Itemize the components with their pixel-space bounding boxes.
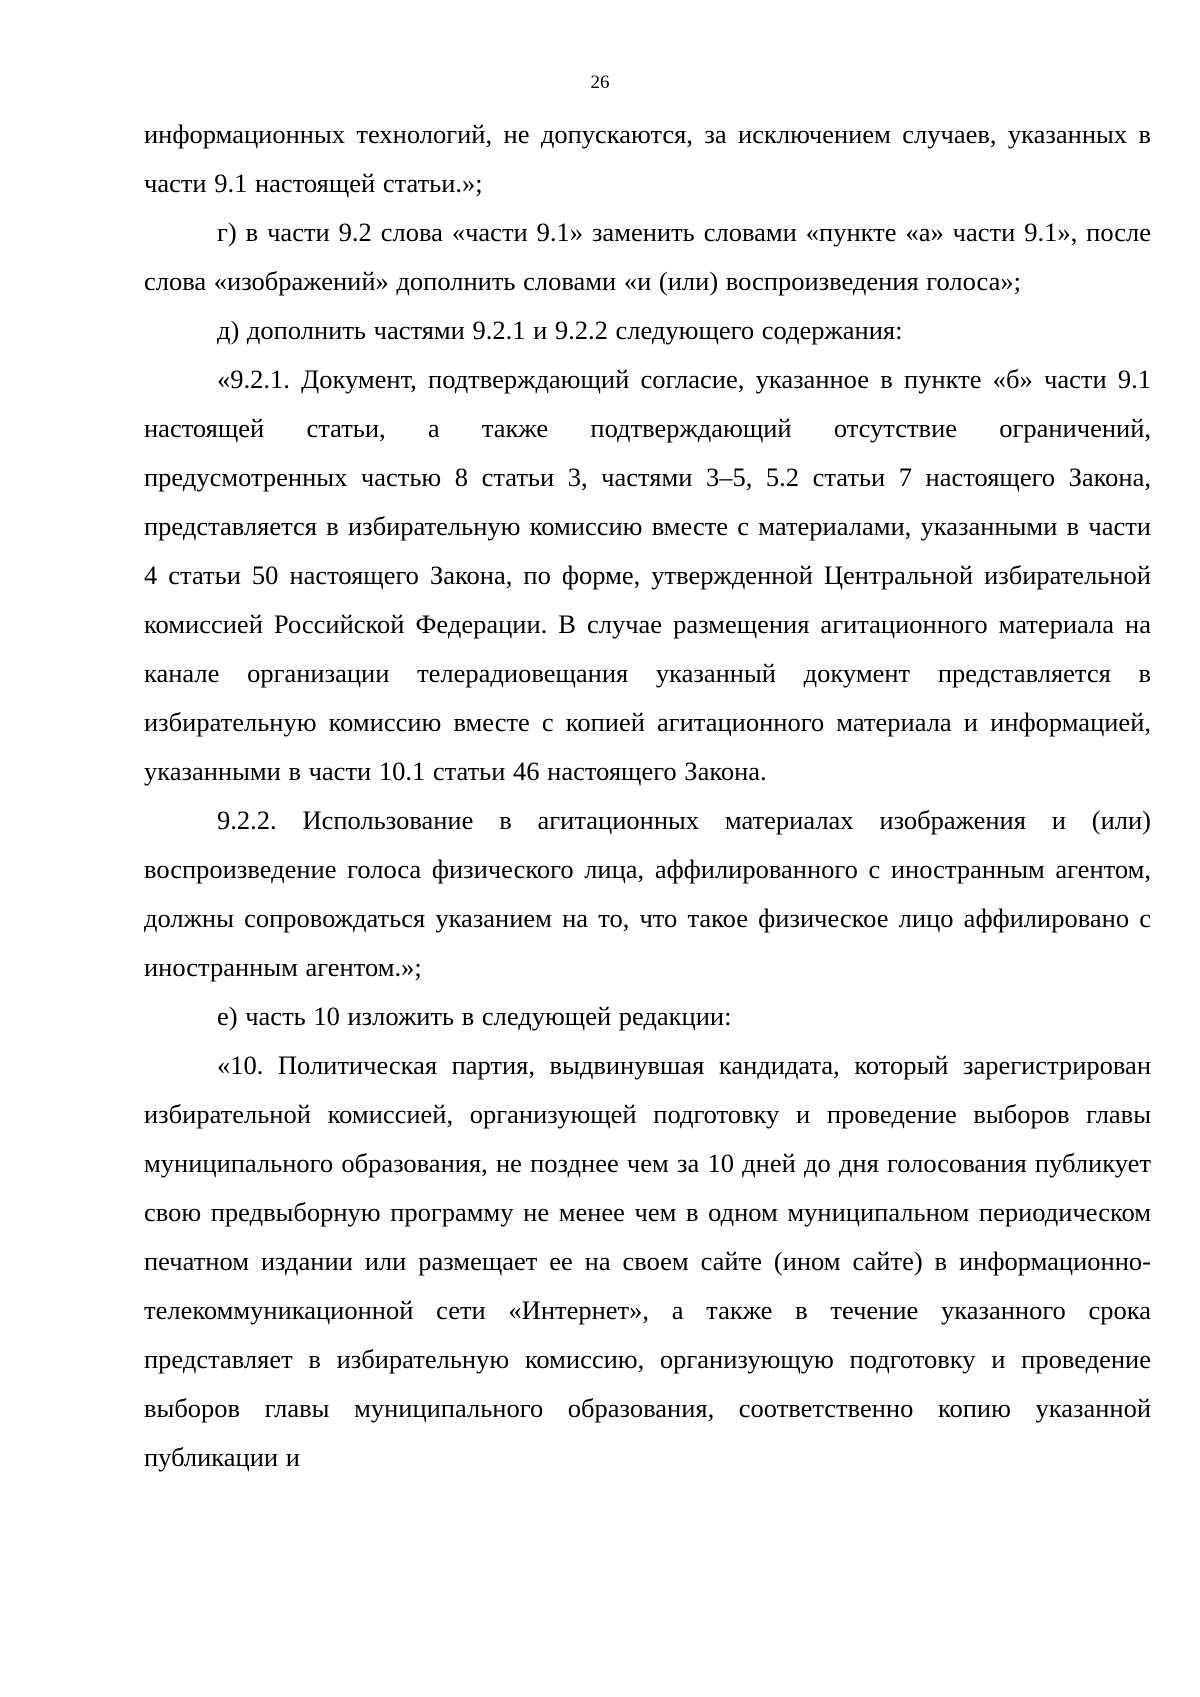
- paragraph-item-d: д) дополнить частями 9.2.1 и 9.2.2 следующего содержания:: [217, 315, 903, 345]
- paragraph-continuation: информационных технологий, не допускаются, за исключением случаев, указанных в части 9.1 настоящей статьи.»;: [144, 119, 1151, 198]
- paragraph-part-10: «10. Политическая партия, выдвинувшая кандидата, который зарегистрирован избирательной комиссией, организующей подготовку и проведение выборов главы муниципального образования, не позднее чем за 10 дней до дня голосования публикует свою предвыборную программу не менее чем в одном муниципальном периодическом печатном издании или размещает ее на своем сайте (ином сайте) в информационно-телекоммуникационной сети «Интернет», а также в течение указанного срока представляет в избирательную комиссию, организующую подготовку и проведение выборов главы муниципального образования, соответственно копию указанной публикации и: [144, 1050, 1151, 1472]
- document-body: [144, 110, 1151, 1482]
- paragraph-part-9-2-1: «9.2.1. Документ, подтверждающий согласие, указанное в пункте «б» части 9.1 настоящей статьи, а также подтверждающий отсутствие ограничений, предусмотренных частью 8 статьи 3, частями 3–5, 5.2 статьи 7 настоящего Закона, представляется в избирательную комиссию вместе с материалами, указанными в части 4 статьи 50 настоящего Закона, по форме, утвержденной Центральной избирательной комиссией Российской Федерации. В случае размещения агитационного материала на канале организации телерадиовещания указанный документ представляется в избирательную комиссию вместе с копией агитационного материала и информацией, указанными в части 10.1 статьи 46 настоящего Закона.: [144, 364, 1151, 786]
- paragraph-part-9-2-2: 9.2.2. Использование в агитационных материалах изображения и (или) воспроизведение голоса физического лица, аффилированного с иностранным агентом, должны сопровождаться указанием на то, что такое физическое лицо аффилировано с иностранным агентом.»;: [144, 805, 1151, 982]
- paragraph-item-g: г) в части 9.2 слова «части 9.1» заменить словами «пункте «а» части 9.1», после слова «изображений» дополнить словами «и (или) воспроизведения голоса»;: [144, 217, 1151, 296]
- paragraph-item-e: е) часть 10 изложить в следующей редакции:: [217, 1001, 732, 1031]
- page-number: 26: [590, 72, 610, 93]
